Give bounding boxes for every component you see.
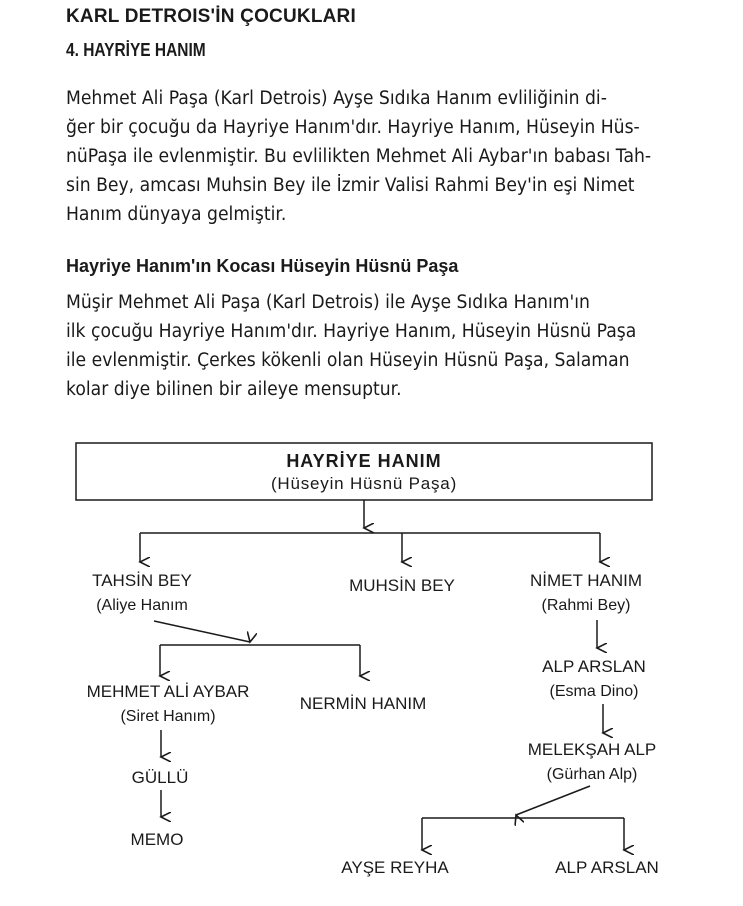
- root-spouse: (Hüseyin Hüsnü Paşa): [270, 474, 458, 493]
- node-alp-arslan-2: ALP ARSLAN: [555, 858, 659, 877]
- connector-meleksah: [422, 786, 624, 850]
- paragraph-1-line: sin Bey, amcası Muhsin Bey ile İzmir Valisi Rahmi Bey'in eşi Nimet: [66, 175, 635, 196]
- node-ayse-reyha: AYŞE REYHA: [341, 858, 449, 877]
- paragraph-1-line: Hanım dünyaya gelmiştir.: [66, 204, 287, 225]
- connector-level-1: [140, 500, 600, 562]
- node-gullu: GÜLLÜ: [131, 768, 189, 787]
- paragraph-2-line: kolar diye bilinen bir aileye mensuptur.: [66, 379, 402, 400]
- node-mehmet-ali-aybar: MEHMET ALİ AYBAR: [86, 682, 250, 701]
- node-tahsin-bey: TAHSİN BEY: [92, 571, 192, 590]
- paragraph-2-line: ile evlenmiştir. Çerkes kökenli olan Hüseyin Hüsnü Paşa, Salaman: [66, 350, 630, 371]
- paragraph-1-line: ğer bir çocuğu da Hayriye Hanım'dır. Hayriye Hanım, Hüseyin Hüs-: [66, 117, 640, 138]
- subheading: Hayriye Hanım'ın Kocası Hüseyin Hüsnü Paşa: [66, 256, 459, 276]
- node-tahsin-spouse: (Aliye Hanım: [96, 597, 188, 614]
- paragraph-1-line: Mehmet Ali Paşa (Karl Detrois) Ayşe Sıdıka Hanım evliliğinin di-: [66, 88, 607, 109]
- node-nermin-hanim: NERMİN HANIM: [299, 694, 427, 713]
- connector-tahsin: [154, 621, 360, 676]
- node-muhsin-bey: MUHSİN BEY: [349, 576, 455, 595]
- connector-nimet: [597, 620, 603, 733]
- node-alp-arslan-1: ALP ARSLAN: [542, 657, 646, 676]
- paragraph-1-line: nüPaşa ile evlenmiştir. Bu evlilikten Mehmet Ali Aybar'ın babası Tah-: [66, 146, 652, 167]
- chapter-title: KARL DETROIS'İN ÇOCUKLARI: [66, 6, 356, 27]
- root-name: HAYRİYE HANIM: [286, 451, 442, 471]
- node-mehmet-ali-spouse: (Siret Hanım): [120, 708, 216, 725]
- paragraph-2-line: Müşir Mehmet Ali Paşa (Karl Detrois) ile Ayşe Sıdıka Hanım'ın: [66, 292, 590, 313]
- node-meleksah-spouse: (Gürhan Alp): [546, 766, 638, 783]
- node-nimet-spouse: (Rahmi Bey): [541, 597, 631, 614]
- node-meleksah-alp: MELEKŞAH ALP: [527, 740, 657, 759]
- paragraph-2-line: ilk çocuğu Hayriye Hanım'dır. Hayriye Hanım, Hüseyin Hüsnü Paşa: [66, 321, 637, 342]
- node-memo: MEMO: [130, 830, 184, 849]
- node-nimet-hanim: NİMET HANIM: [529, 571, 643, 590]
- node-alp-arslan-1-spouse: (Esma Dino): [549, 683, 639, 700]
- section-title: 4. HAYRİYE HANIM: [66, 40, 206, 60]
